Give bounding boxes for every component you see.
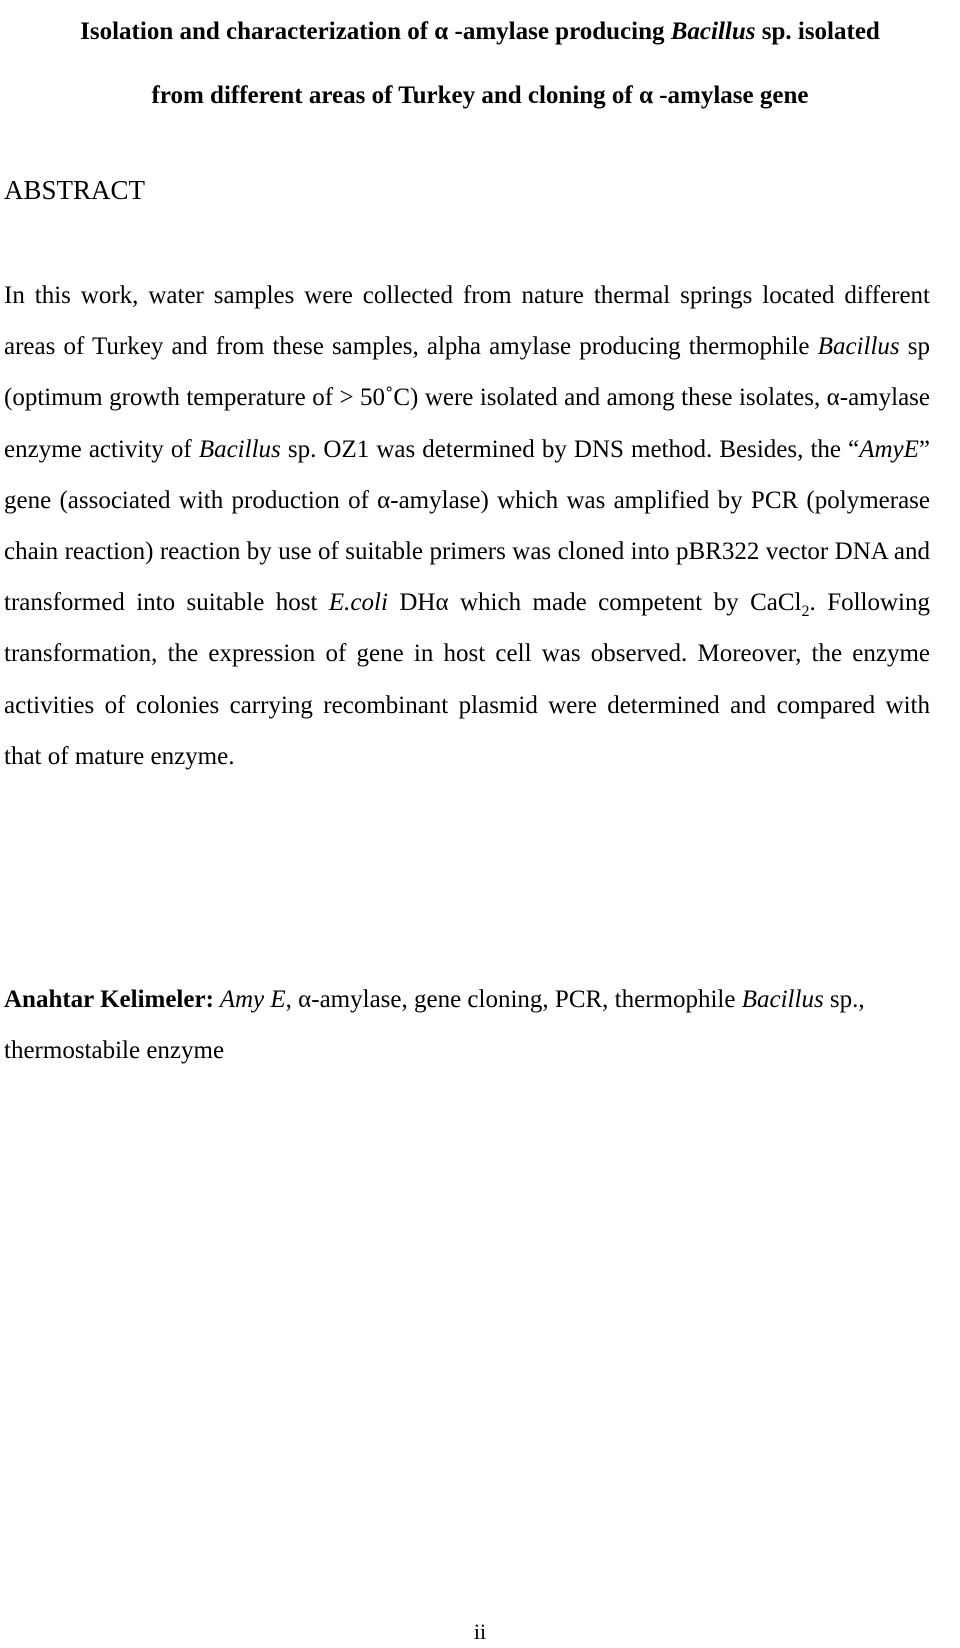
abstract-paragraph: In this work, water samples were collected from nature thermal springs located different areas of Turkey and from these samples, alpha amylase producing thermophile Bacillus sp (optimum growth temperature of > 50˚C) were isolated and among these isolates, α-amylase enzyme activity of Bacillus sp. OZ1 was determined by DNS method. Besides, the “AmyE” gene (associated with production of α-amylase) which was amplified by PCR (polymerase chain reaction) reaction by use of suitable primers was cloned into pBR322 vector DNA and transformed into suitable host E.coli DHα which made competent by CaCl$_2$. Following transformation, the expression of gene in host cell was observed. Moreover, the enzyme activities of colonies carrying recombinant plasmid were determined and compared with that of mature enzyme. xyxy=(4,282,931,770)
subscript: 2 xyxy=(801,603,810,621)
abstract-heading: ABSTRACT xyxy=(4,175,146,205)
italic-term: Bacillus xyxy=(198,435,281,463)
keywords: Anahtar Kelimeler: Amy E, α-amylase, gene cloning, PCR, thermophile Bacillus sp., thermostabile enzyme xyxy=(4,986,865,1064)
italic-keyword: Amy E xyxy=(213,986,286,1013)
title-line-2: from different areas of Turkey and cloning of α -amylase gene xyxy=(151,82,809,109)
italic-keyword: Bacillus xyxy=(741,986,824,1013)
keywords-label: Anahtar Kelimeler: xyxy=(4,986,214,1013)
page-number: ii xyxy=(473,1619,487,1644)
document-title xyxy=(20,0,940,128)
italic-term: Bacillus xyxy=(817,333,900,361)
title-line-1: Isolation and characterization of α -amylase producing Bacillus sp. isolated xyxy=(80,18,880,45)
abstract-body xyxy=(4,270,930,782)
italic-term: E.coli xyxy=(328,589,388,617)
title-genus-italic: Bacillus xyxy=(670,18,756,45)
italic-gene-name: AmyE xyxy=(859,435,919,463)
